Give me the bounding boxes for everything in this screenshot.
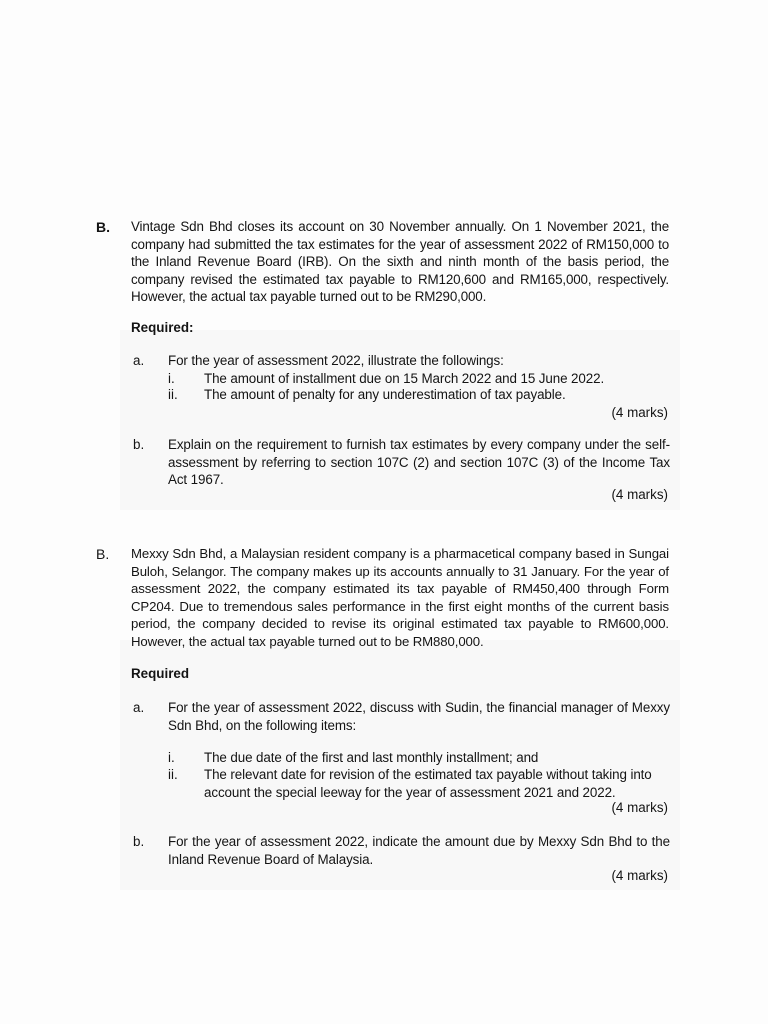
question-a-marks: (4 marks): [611, 800, 668, 815]
question-a-letter: a.: [133, 700, 145, 715]
section-letter: B.: [96, 546, 110, 562]
question-a-item-1-text: The amount of installment due on 15 March 2022 and 15 June 2022.: [204, 371, 605, 386]
question-a-text: For the year of assessment 2022, illustrate the followings:: [168, 353, 504, 368]
question-b-text: Explain on the requirement to furnish tax estimates by every company under the self-assessment by referring to section 107C (2) and section 107C (3) of the Income Tax Act 1967.: [168, 437, 670, 488]
question-a-item-2-num: ii.: [168, 767, 178, 782]
question-a-item-1-text: The due date of the first and last monthly installment; and: [204, 750, 539, 765]
question-a-item-1-num: i.: [168, 750, 175, 765]
required-heading: Required: [131, 666, 190, 681]
question-a-text: For the year of assessment 2022, discuss with Sudin, the financial manager of Mexxy Sdn Bhd, on the following items:: [168, 700, 670, 733]
question-a-item-1-num: i.: [168, 371, 175, 386]
section-intro: Vintage Sdn Bhd closes its account on 30 November annually. On 1 November 2021, the company had submitted the tax estimates for the year of assessment 2022 of RM150,000 to the Inland Revenue Board (IRB). On the sixth and ninth month of the basis period, the company revised the estimated tax payable to RM120,600 and RM165,000, respectively. However, the actual tax payable turned out to be RM290,000.: [131, 219, 669, 305]
question-b-marks: (4 marks): [611, 868, 668, 883]
section-intro: Mexxy Sdn Bhd, a Malaysian resident company is a pharmacetical company based in Sungai Buloh, Selangor. The company makes up its accounts annually to 31 January. For the year of assessment 2022, the company estimated its tax payable of RM450,400 through Form CP204. Due to tremendous sales performance in the first eight months of the current basis period, the company decided to revise its original estimated tax payable to RM600,000. However, the actual tax payable turned out to be RM880,000.: [131, 546, 669, 649]
question-a-marks: (4 marks): [611, 405, 668, 420]
question-b-text: For the year of assessment 2022, indicate the amount due by Mexxy Sdn Bhd to the Inland Revenue Board of Malaysia.: [168, 834, 670, 867]
question-b-marks: (4 marks): [611, 487, 668, 502]
question-a-item-2-num: ii.: [168, 387, 178, 402]
question-a-item-2-text: The amount of penalty for any underestimation of tax payable.: [204, 387, 566, 402]
question-b-letter: b.: [133, 834, 145, 849]
question-a-letter: a.: [133, 353, 145, 368]
required-heading: Required:: [131, 320, 194, 335]
section-letter: B.: [96, 219, 110, 235]
question-a-item-2-text: The relevant date for revision of the estimated tax payable without taking into account the special leeway for the year of assessment 2021 and 2022.: [204, 767, 652, 800]
question-b-letter: b.: [133, 437, 145, 452]
